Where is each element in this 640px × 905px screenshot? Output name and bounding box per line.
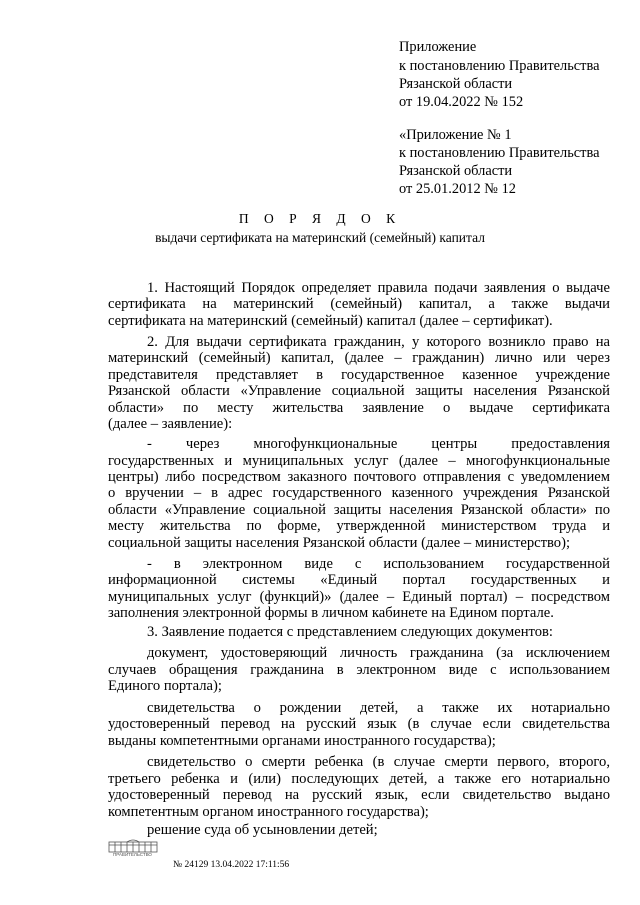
body-line: 2. Для выдачи сертификата гражданин, у которого возникло право на bbox=[147, 334, 610, 350]
body-line: области» по месту жительства заявление о выдаче сертификата bbox=[108, 400, 610, 416]
header-line: Приложение bbox=[399, 39, 477, 55]
body-line: решение суда об усыновлении детей; bbox=[147, 822, 378, 838]
body-line: заполнения электронной формы в личном кабинете на Едином портале. bbox=[108, 605, 554, 621]
body-line: 1. Настоящий Порядок определяет правила подачи заявления о выдаче bbox=[147, 280, 610, 296]
body-line: (далее – заявление): bbox=[108, 416, 233, 432]
body-line: области «Управление социальной защиты населения Рязанской области» по bbox=[108, 502, 610, 518]
prior-line: «Приложение № 1 bbox=[399, 127, 512, 143]
body-line: третьего ребенка и (или) последующих детей, а также его нотариально bbox=[108, 771, 610, 787]
body-line: свидетельство о смерти ребенка (в случае смерти первого, второго, bbox=[147, 754, 610, 770]
body-line: Рязанской области «Управление социальной защиты населения Рязанской bbox=[108, 383, 610, 399]
body-line: материнский (семейный) капитал, (далее – гражданин) лично или через bbox=[108, 350, 610, 366]
header-line: Рязанской области bbox=[399, 76, 513, 92]
body-line: государственных и муниципальных услуг (далее – многофункциональные bbox=[108, 453, 610, 469]
prior-line: к постановлению Правительства bbox=[399, 145, 600, 161]
header-line: к постановлению Правительства bbox=[399, 58, 600, 74]
body-line: 3. Заявление подается с представлением следующих документов: bbox=[147, 624, 553, 640]
document-registration-info: № 24129 13.04.2022 17:11:56 bbox=[173, 860, 290, 870]
body-line: свидетельства о рождении детей, а также их нотариально bbox=[147, 700, 610, 716]
body-line: удостоверенный перевод на русский язык (в случае если свидетельства bbox=[108, 716, 610, 732]
body-line: сертификата на материнский (семейный) капитал (далее – сертификат). bbox=[108, 313, 553, 329]
body-line: документ, удостоверяющий личность гражданина (за исключением bbox=[147, 645, 610, 661]
prior-line: от 25.01.2012 № 12 bbox=[399, 181, 516, 197]
body-line: центры) либо посредством заказного почтового отправления с уведомлением bbox=[108, 469, 610, 485]
body-line: муниципальных услуг (функций)» (далее – Единый портал) – посредством bbox=[108, 589, 610, 605]
document-title: П О Р Я Д О К bbox=[238, 211, 402, 226]
header-line: от 19.04.2022 № 152 bbox=[399, 94, 524, 110]
prior-line: Рязанской области bbox=[399, 163, 513, 179]
body-line: Единого портала); bbox=[108, 678, 222, 694]
body-line: случаев обращения гражданина в электронном виде с использованием bbox=[108, 662, 610, 678]
registration-stamp-icon bbox=[107, 839, 159, 858]
body-line: - в электронном виде с использованием государственной bbox=[147, 556, 610, 572]
body-line: представителя представляет в государственное казенное учреждение bbox=[108, 367, 610, 383]
body-line: выданы компетентными органами иностранного государства); bbox=[108, 733, 496, 749]
body-line: сертификата на материнский (семейный) капитал, а также выдачи bbox=[108, 296, 610, 312]
body-line: информационной системы «Единый портал государственных и bbox=[108, 572, 610, 588]
document-subtitle: выдачи сертификата на материнский (семейный) капитал bbox=[155, 230, 485, 245]
body-line: компетентным органом иностранного государства); bbox=[108, 804, 429, 820]
stamp-label: ПРАВИТЕЛЬСТВО bbox=[113, 852, 152, 857]
body-line: удостоверенный перевод на русский язык, если свидетельство выдано bbox=[108, 787, 610, 803]
body-line: о вручении – в адрес государственного казенного учреждения Рязанской bbox=[108, 485, 610, 501]
body-line: месту жительства по форме, утвержденной министерством труда и bbox=[108, 518, 610, 534]
body-line: - через многофункциональные центры предоставления bbox=[147, 436, 610, 452]
body-line: социальной защиты населения Рязанской области (далее – министерство); bbox=[108, 535, 570, 551]
